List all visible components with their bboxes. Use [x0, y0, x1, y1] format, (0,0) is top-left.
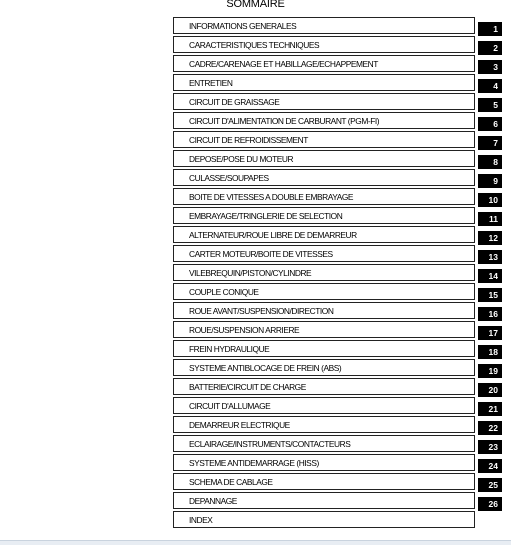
toc-section-number-tab[interactable]: 21	[478, 402, 502, 416]
toc-entry-label[interactable]: SYSTEME ANTIDEMARRAGE (HISS)	[173, 454, 475, 471]
toc-entry-label[interactable]: CIRCUIT DE GRAISSAGE	[173, 93, 475, 110]
toc-section-number-tab[interactable]: 12	[478, 231, 502, 245]
toc-section-number-tab[interactable]: 25	[478, 478, 502, 492]
toc-entry[interactable]	[173, 340, 502, 358]
toc-section-number-tab[interactable]: 5	[478, 98, 502, 112]
toc-entry-label[interactable]: SYSTEME ANTIBLOCAGE DE FREIN (ABS)	[173, 359, 475, 376]
toc-entry-label[interactable]: ENTRETIEN	[173, 74, 475, 91]
toc-entry[interactable]	[173, 283, 502, 301]
toc-entry[interactable]	[173, 169, 502, 187]
toc-entry[interactable]	[173, 188, 502, 206]
toc-entry-label[interactable]: SCHEMA DE CABLAGE	[173, 473, 475, 490]
toc-entry[interactable]	[173, 321, 502, 339]
toc-section-number-tab[interactable]: 22	[478, 421, 502, 435]
toc-entry[interactable]	[173, 17, 502, 35]
toc-entry[interactable]	[173, 378, 502, 396]
toc-entry[interactable]	[173, 454, 502, 472]
toc-entry-label[interactable]: INDEX	[173, 511, 475, 528]
toc-section-number-tab[interactable]: 16	[478, 307, 502, 321]
toc-section-number-tab[interactable]: 14	[478, 269, 502, 283]
toc-section-number-tab[interactable]: 2	[478, 41, 502, 55]
toc-entry-label[interactable]: CULASSE/SOUPAPES	[173, 169, 475, 186]
toc-entry-label[interactable]: DEMARREUR ELECTRIQUE	[173, 416, 475, 433]
toc-entry-label[interactable]: ECLAIRAGE/INSTRUMENTS/CONTACTEURS	[173, 435, 475, 452]
toc-entry[interactable]	[173, 55, 502, 73]
toc-section-number-tab[interactable]: 11	[478, 212, 502, 226]
toc-entry-label[interactable]: BATTERIE/CIRCUIT DE CHARGE	[173, 378, 475, 395]
toc-entry[interactable]	[173, 36, 502, 54]
toc-entry[interactable]	[173, 397, 502, 415]
toc-entry-label[interactable]: BOITE DE VITESSES A DOUBLE EMBRAYAGE	[173, 188, 475, 205]
toc-entry[interactable]	[173, 207, 502, 225]
toc-entry-label[interactable]: CADRE/CARENAGE ET HABILLAGE/ECHAPPEMENT	[173, 55, 475, 72]
toc-entry-label[interactable]: ALTERNATEUR/ROUE LIBRE DE DEMARREUR	[173, 226, 475, 243]
toc-entry-label[interactable]: CARACTERISTIQUES TECHNIQUES	[173, 36, 475, 53]
toc-entry-label[interactable]: CARTER MOTEUR/BOITE DE VITESSES	[173, 245, 475, 262]
toc-entry-label[interactable]: FREIN HYDRAULIQUE	[173, 340, 475, 357]
toc-section-number-tab[interactable]: 9	[478, 174, 502, 188]
toc-entry[interactable]	[173, 74, 502, 92]
toc-section-number-tab[interactable]: 7	[478, 136, 502, 150]
toc-entry-label[interactable]: DEPOSE/POSE DU MOTEUR	[173, 150, 475, 167]
table-of-contents	[173, 17, 502, 530]
toc-section-number-tab[interactable]: 1	[478, 22, 502, 36]
toc-section-number-tab[interactable]: 15	[478, 288, 502, 302]
toc-section-number-tab[interactable]: 23	[478, 440, 502, 454]
toc-entry[interactable]	[173, 131, 502, 149]
toc-entry[interactable]	[173, 511, 502, 529]
toc-section-number-tab[interactable]: 3	[478, 60, 502, 74]
toc-entry-label[interactable]: COUPLE CONIQUE	[173, 283, 475, 300]
toc-entry-label[interactable]: ROUE/SUSPENSION ARRIERE	[173, 321, 475, 338]
toc-section-number-tab[interactable]: 17	[478, 326, 502, 340]
toc-entry[interactable]	[173, 359, 502, 377]
toc-entry[interactable]	[173, 302, 502, 320]
toc-entry[interactable]	[173, 264, 502, 282]
toc-entry-label[interactable]: VILEBREQUIN/PISTON/CYLINDRE	[173, 264, 475, 281]
toc-section-number-tab[interactable]: 18	[478, 345, 502, 359]
toc-entry[interactable]	[173, 435, 502, 453]
toc-section-number-tab[interactable]: 24	[478, 459, 502, 473]
toc-entry[interactable]	[173, 245, 502, 263]
toc-entry-label[interactable]: INFORMATIONS GENERALES	[173, 17, 475, 34]
page-title	[0, 0, 511, 11]
toc-section-number-tab[interactable]: 4	[478, 79, 502, 93]
toc-entry[interactable]	[173, 112, 502, 130]
toc-entry-label[interactable]: CIRCUIT D'ALIMENTATION DE CARBURANT (PGM-FI)	[173, 112, 475, 129]
toc-entry[interactable]	[173, 492, 502, 510]
viewer-bottom-bar	[0, 540, 511, 545]
toc-section-number-tab[interactable]: 26	[478, 497, 502, 511]
toc-entry-label[interactable]: EMBRAYAGE/TRINGLERIE DE SELECTION	[173, 207, 475, 224]
toc-entry[interactable]	[173, 226, 502, 244]
toc-entry-label[interactable]: CIRCUIT DE REFROIDISSEMENT	[173, 131, 475, 148]
toc-section-number-tab[interactable]: 19	[478, 364, 502, 378]
toc-section-number-tab[interactable]: 10	[478, 193, 502, 207]
toc-entry-label[interactable]: ROUE AVANT/SUSPENSION/DIRECTION	[173, 302, 475, 319]
toc-section-number-tab[interactable]: 8	[478, 155, 502, 169]
toc-entry[interactable]	[173, 473, 502, 491]
toc-section-number-tab[interactable]: 6	[478, 117, 502, 131]
toc-entry[interactable]	[173, 93, 502, 111]
toc-section-number-tab[interactable]: 13	[478, 250, 502, 264]
toc-section-number-tab[interactable]: 20	[478, 383, 502, 397]
toc-entry-label[interactable]: CIRCUIT D'ALLUMAGE	[173, 397, 475, 414]
toc-entry-label[interactable]: DEPANNAGE	[173, 492, 475, 509]
page-title-text: SOMMAIRE	[226, 0, 285, 10]
toc-entry[interactable]	[173, 150, 502, 168]
toc-entry[interactable]	[173, 416, 502, 434]
